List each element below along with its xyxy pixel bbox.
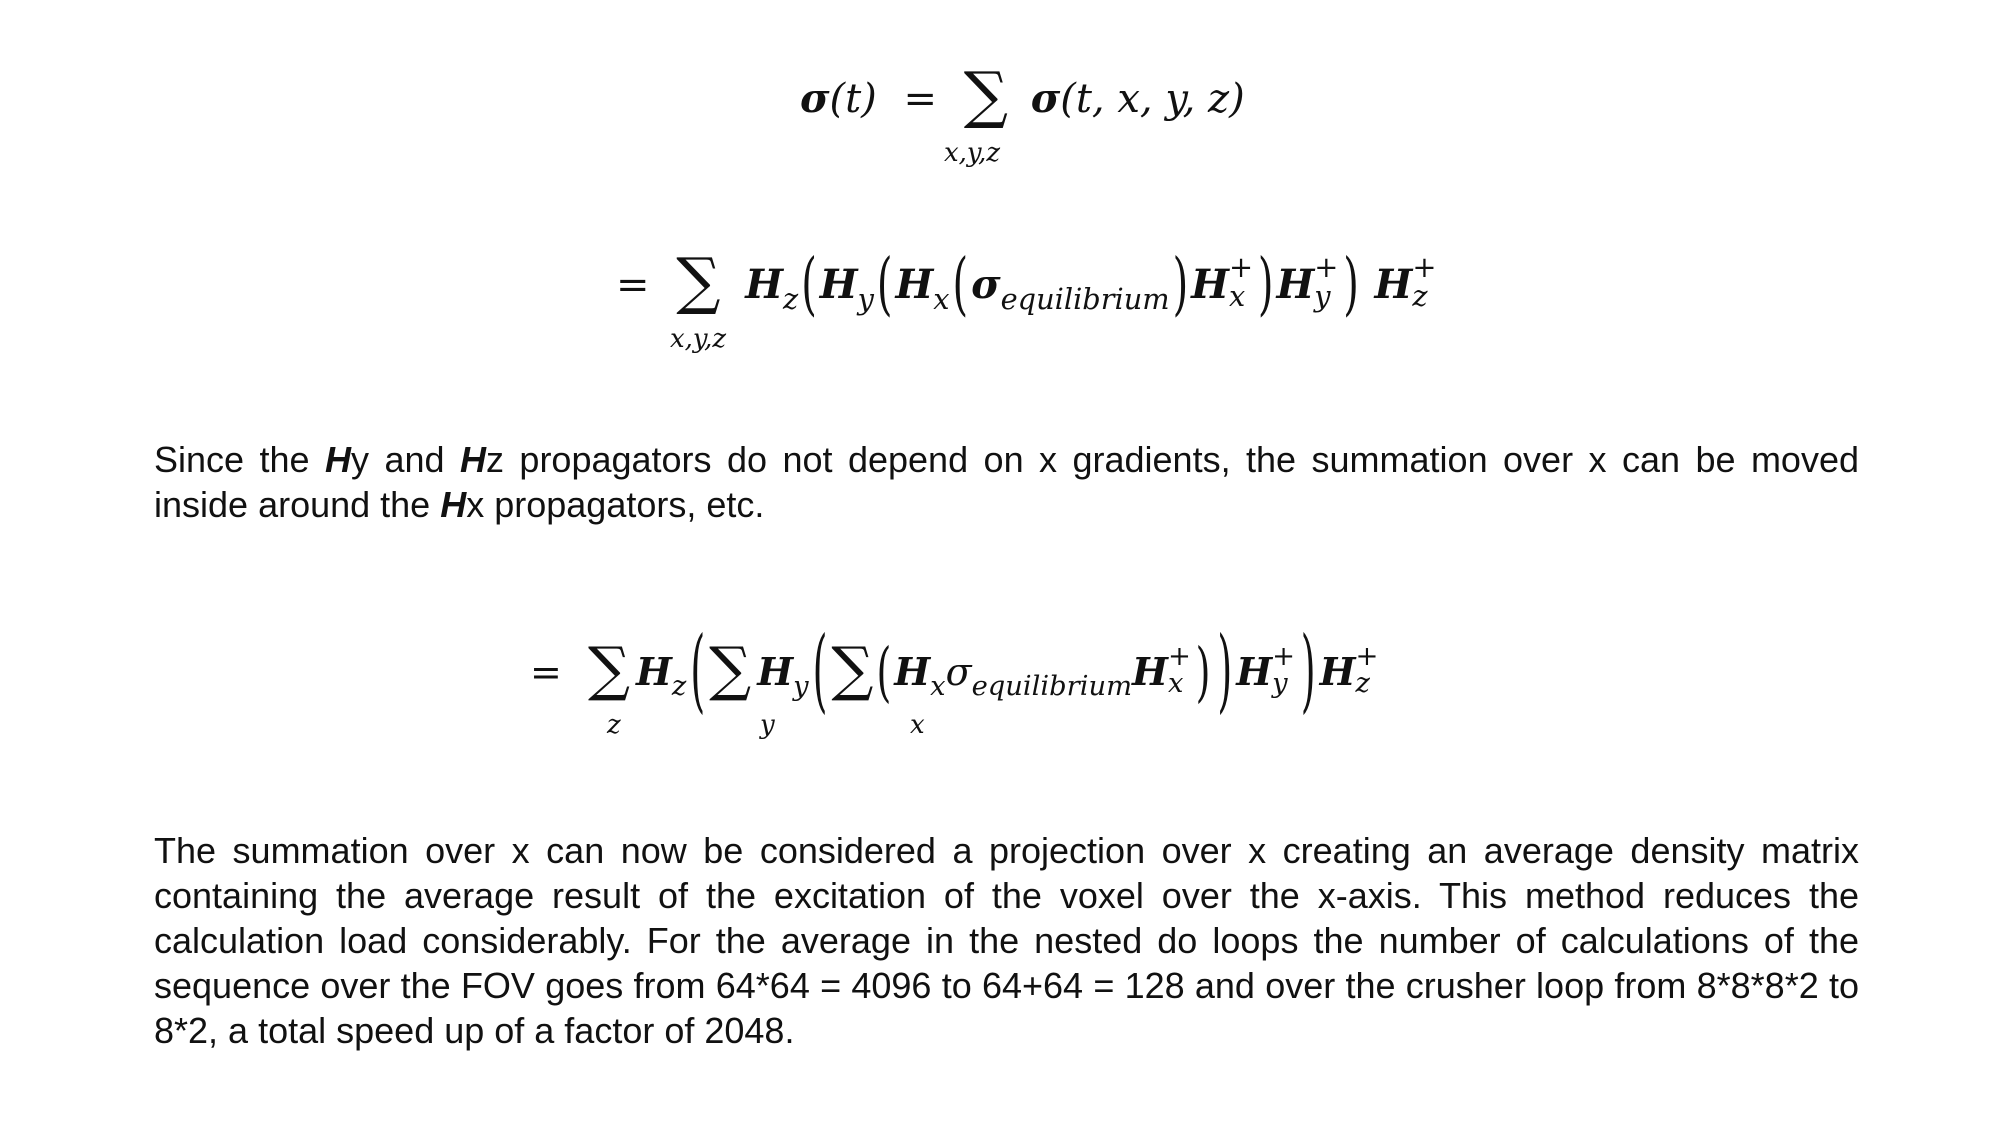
dagger-script: + z — [1355, 640, 1379, 700]
paren: ) — [1195, 634, 1211, 710]
dagger-script: + x — [1167, 640, 1191, 700]
paren: ) — [1300, 617, 1316, 723]
dagger-script: + y — [1314, 250, 1339, 314]
equation-3 — [530, 617, 1380, 723]
subscript: z — [671, 671, 687, 703]
paragraph-2: The summation over x can now be considered a projection over x creating an average density matrix containing the average result of the excitation of the voxel over the x-axis. This method reduces the calculation load considerably. For the average in the nested do loops the number of calculations of the sequence over the FOV goes from 64*64 = 4096 to 64+64 = 128 and over the crusher loop from 8*8*8*2 to 8*2, a total speed up of a factor of 2048. — [154, 830, 1859, 1051]
eq3-index-y: y — [760, 710, 775, 740]
dagger-script: + x — [1228, 250, 1254, 314]
summation-symbol: ∑ — [587, 633, 630, 703]
paren: ) — [1217, 617, 1233, 723]
sigma-symbol: σ — [945, 650, 972, 694]
eq3-equals: = — [530, 650, 562, 694]
eq2-sum-index: x,y,z — [670, 324, 727, 354]
subscript: x — [933, 281, 950, 316]
sigma-symbol: σ — [800, 75, 830, 122]
paren: ( — [876, 634, 892, 710]
propagator-h: H — [635, 649, 672, 694]
propagator-h: H — [894, 649, 931, 694]
propagator-h: H — [1319, 649, 1356, 694]
propagator-h: H — [1191, 261, 1229, 308]
propagator-h: H — [757, 649, 794, 694]
subscript: z — [783, 281, 799, 316]
propagator-h: H — [819, 261, 858, 308]
text-run: y and — [351, 439, 460, 480]
eq1-sum-index: x,y,z — [944, 138, 1001, 168]
text-run: z propagators do not depend on x gradients, the summation over x can be moved inside around the — [154, 439, 1859, 525]
paren: ( — [690, 617, 706, 723]
dagger-script: + y — [1272, 640, 1296, 700]
eq3-index-z: z — [607, 710, 621, 740]
eq1-lhs-arg: (t) — [829, 76, 877, 122]
text-run: Since the — [154, 439, 325, 480]
summation-symbol: ∑ — [676, 243, 721, 317]
propagator-h: H — [895, 261, 934, 308]
propagator-h: H — [745, 261, 784, 308]
propagator-h: H — [1132, 649, 1168, 694]
propagator-h: H — [440, 484, 467, 525]
eq3-index-x: x — [910, 710, 925, 740]
eq1-rhs-args: (t, x, y, z) — [1060, 76, 1245, 122]
propagator-h: H — [1276, 261, 1315, 308]
propagator-h: H — [459, 439, 486, 480]
dagger-script: + z — [1412, 250, 1437, 314]
paragraph-1 — [154, 437, 1859, 527]
subscript: equilibrium — [971, 671, 1133, 703]
equation-1 — [800, 57, 1245, 131]
subscript: y — [793, 671, 809, 703]
sigma-symbol: σ — [1030, 75, 1061, 122]
subscript: x — [930, 671, 946, 703]
paren: ( — [801, 245, 817, 325]
paren: ( — [812, 617, 828, 723]
text-run: x propagators, etc. — [466, 484, 765, 525]
subscript: equilibrium — [1000, 281, 1170, 316]
eq2-equals: = — [616, 262, 650, 308]
propagator-h: H — [1236, 649, 1273, 694]
paren: ) — [1343, 245, 1359, 325]
paren: ) — [1257, 245, 1274, 325]
propagator-h: H — [1374, 261, 1413, 308]
paren: ) — [1172, 245, 1189, 325]
summation-symbol: ∑ — [709, 633, 752, 703]
eq1-equals: = — [903, 76, 938, 122]
subscript: y — [857, 281, 874, 316]
paren: ( — [952, 245, 969, 325]
sigma-symbol: σ — [971, 261, 1001, 308]
propagator-h: H — [325, 439, 351, 480]
paren: ( — [876, 245, 893, 325]
summation-symbol: ∑ — [963, 57, 1009, 131]
equation-2 — [616, 243, 1438, 325]
summation-symbol: ∑ — [831, 633, 874, 703]
